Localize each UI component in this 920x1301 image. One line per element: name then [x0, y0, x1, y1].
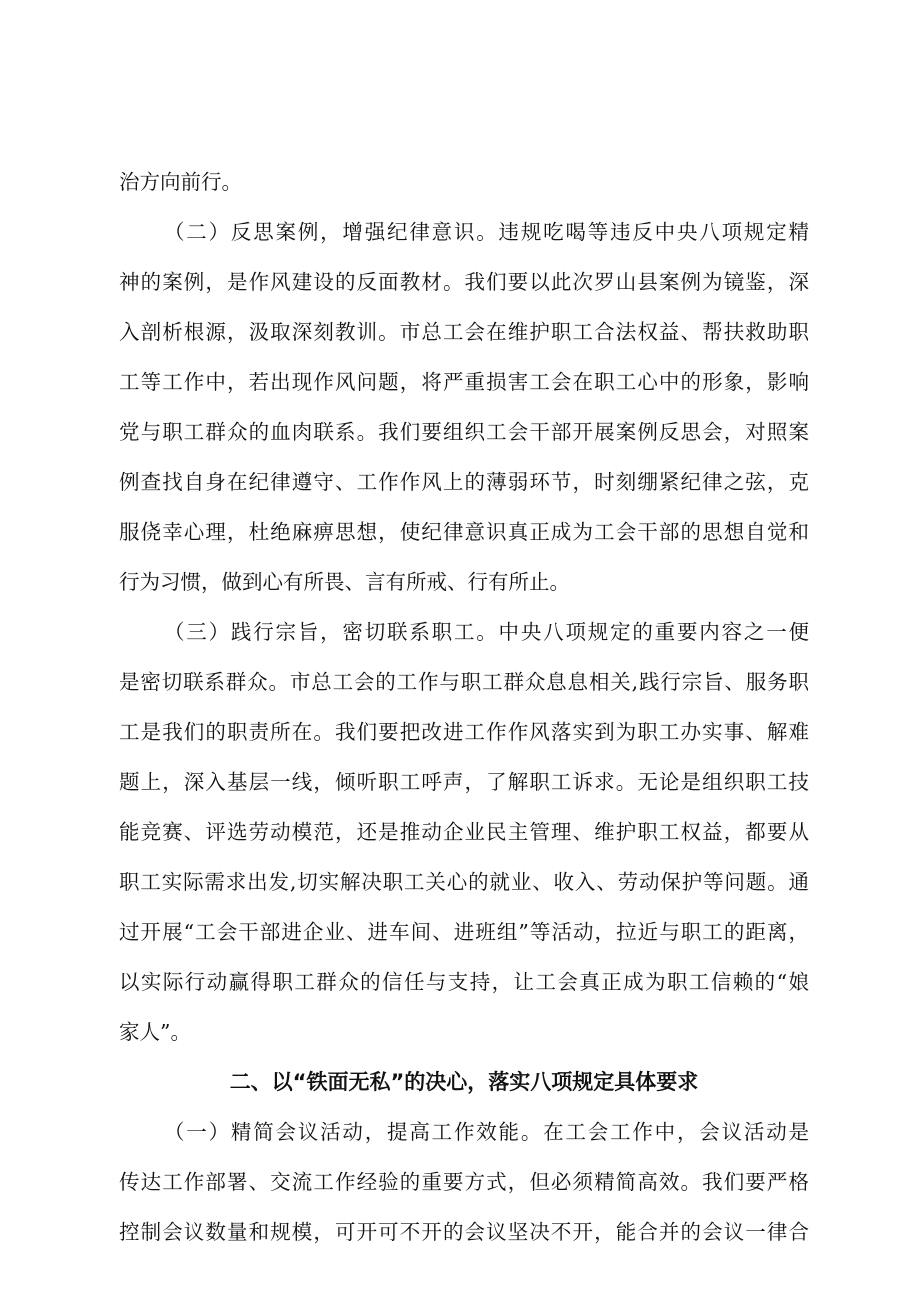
paragraph-line: 治方向前行。 [119, 170, 242, 194]
paragraph-line: 以实际行动赢得职工群众的信任与支持，让工会真正成为职工信赖的“娘 [119, 970, 809, 994]
paragraph-line: （二）反思案例，增强纪律意识。违规吃喝等违反中央八项规定精 [164, 220, 809, 244]
paragraph-line: 题上，深入基层一线，倾听职工呼声，了解职工诉求。无论是组织职工技 [119, 770, 809, 794]
paragraph-line: 能竞赛、评选劳动模范，还是推动企业民主管理、维护职工权益，都要从 [119, 820, 809, 844]
paragraph-line: 行为习惯，做到心有所畏、言有所戒、行有所止。 [119, 570, 570, 594]
paragraph-line: 党与职工群众的血肉联系。我们要组织工会干部开展案例反思会，对照案 [119, 420, 809, 444]
paragraph-line: 控制会议数量和规模，可开可不开的会议坚决不开，能合并的会议一律合 [119, 1220, 809, 1244]
paragraph-line: 家人”。 [119, 1020, 191, 1044]
section-heading: 二、以“铁面无私”的决心，落实八项规定具体要求 [229, 1070, 699, 1094]
paragraph-line: 工等工作中，若出现作风问题，将严重损害工会在职工心中的形象，影响 [119, 370, 809, 394]
paragraph-line: 工是我们的职责所在。我们要把改进工作作风落实到为职工办实事、解难 [119, 720, 809, 744]
paragraph-line: 职工实际需求出发,切实解决职工关心的就业、收入、劳动保护等问题。通 [119, 870, 809, 894]
paragraph-line: 入剖析根源，汲取深刻教训。市总工会在维护职工合法权益、帮扶救助职 [119, 320, 809, 344]
paragraph-line: 传达工作部署、交流工作经验的重要方式，但必须精简高效。我们要严格 [119, 1170, 809, 1194]
paragraph-line: （一）精简会议活动，提高工作效能。在工会工作中，会议活动是 [164, 1120, 809, 1144]
paragraph-line: 过开展“工会干部进企业、进车间、进班组”等活动，拉近与职工的距离， [119, 920, 809, 944]
paragraph-line: （三）践行宗旨，密切联系职工。中央八项规定的重要内容之一便 [164, 620, 809, 644]
paragraph-line: 神的案例，是作风建设的反面教材。我们要以此次罗山县案例为镜鉴，深 [119, 270, 809, 294]
paragraph-line: 是密切联系群众。市总工会的工作与职工群众息息相关,践行宗旨、服务职 [119, 670, 809, 694]
paragraph-line: 服侥幸心理，杜绝麻痹思想，使纪律意识真正成为工会干部的思想自觉和 [119, 520, 809, 544]
paragraph-line: 例查找自身在纪律遵守、工作作风上的薄弱环节，时刻绷紧纪律之弦，克 [119, 470, 809, 494]
